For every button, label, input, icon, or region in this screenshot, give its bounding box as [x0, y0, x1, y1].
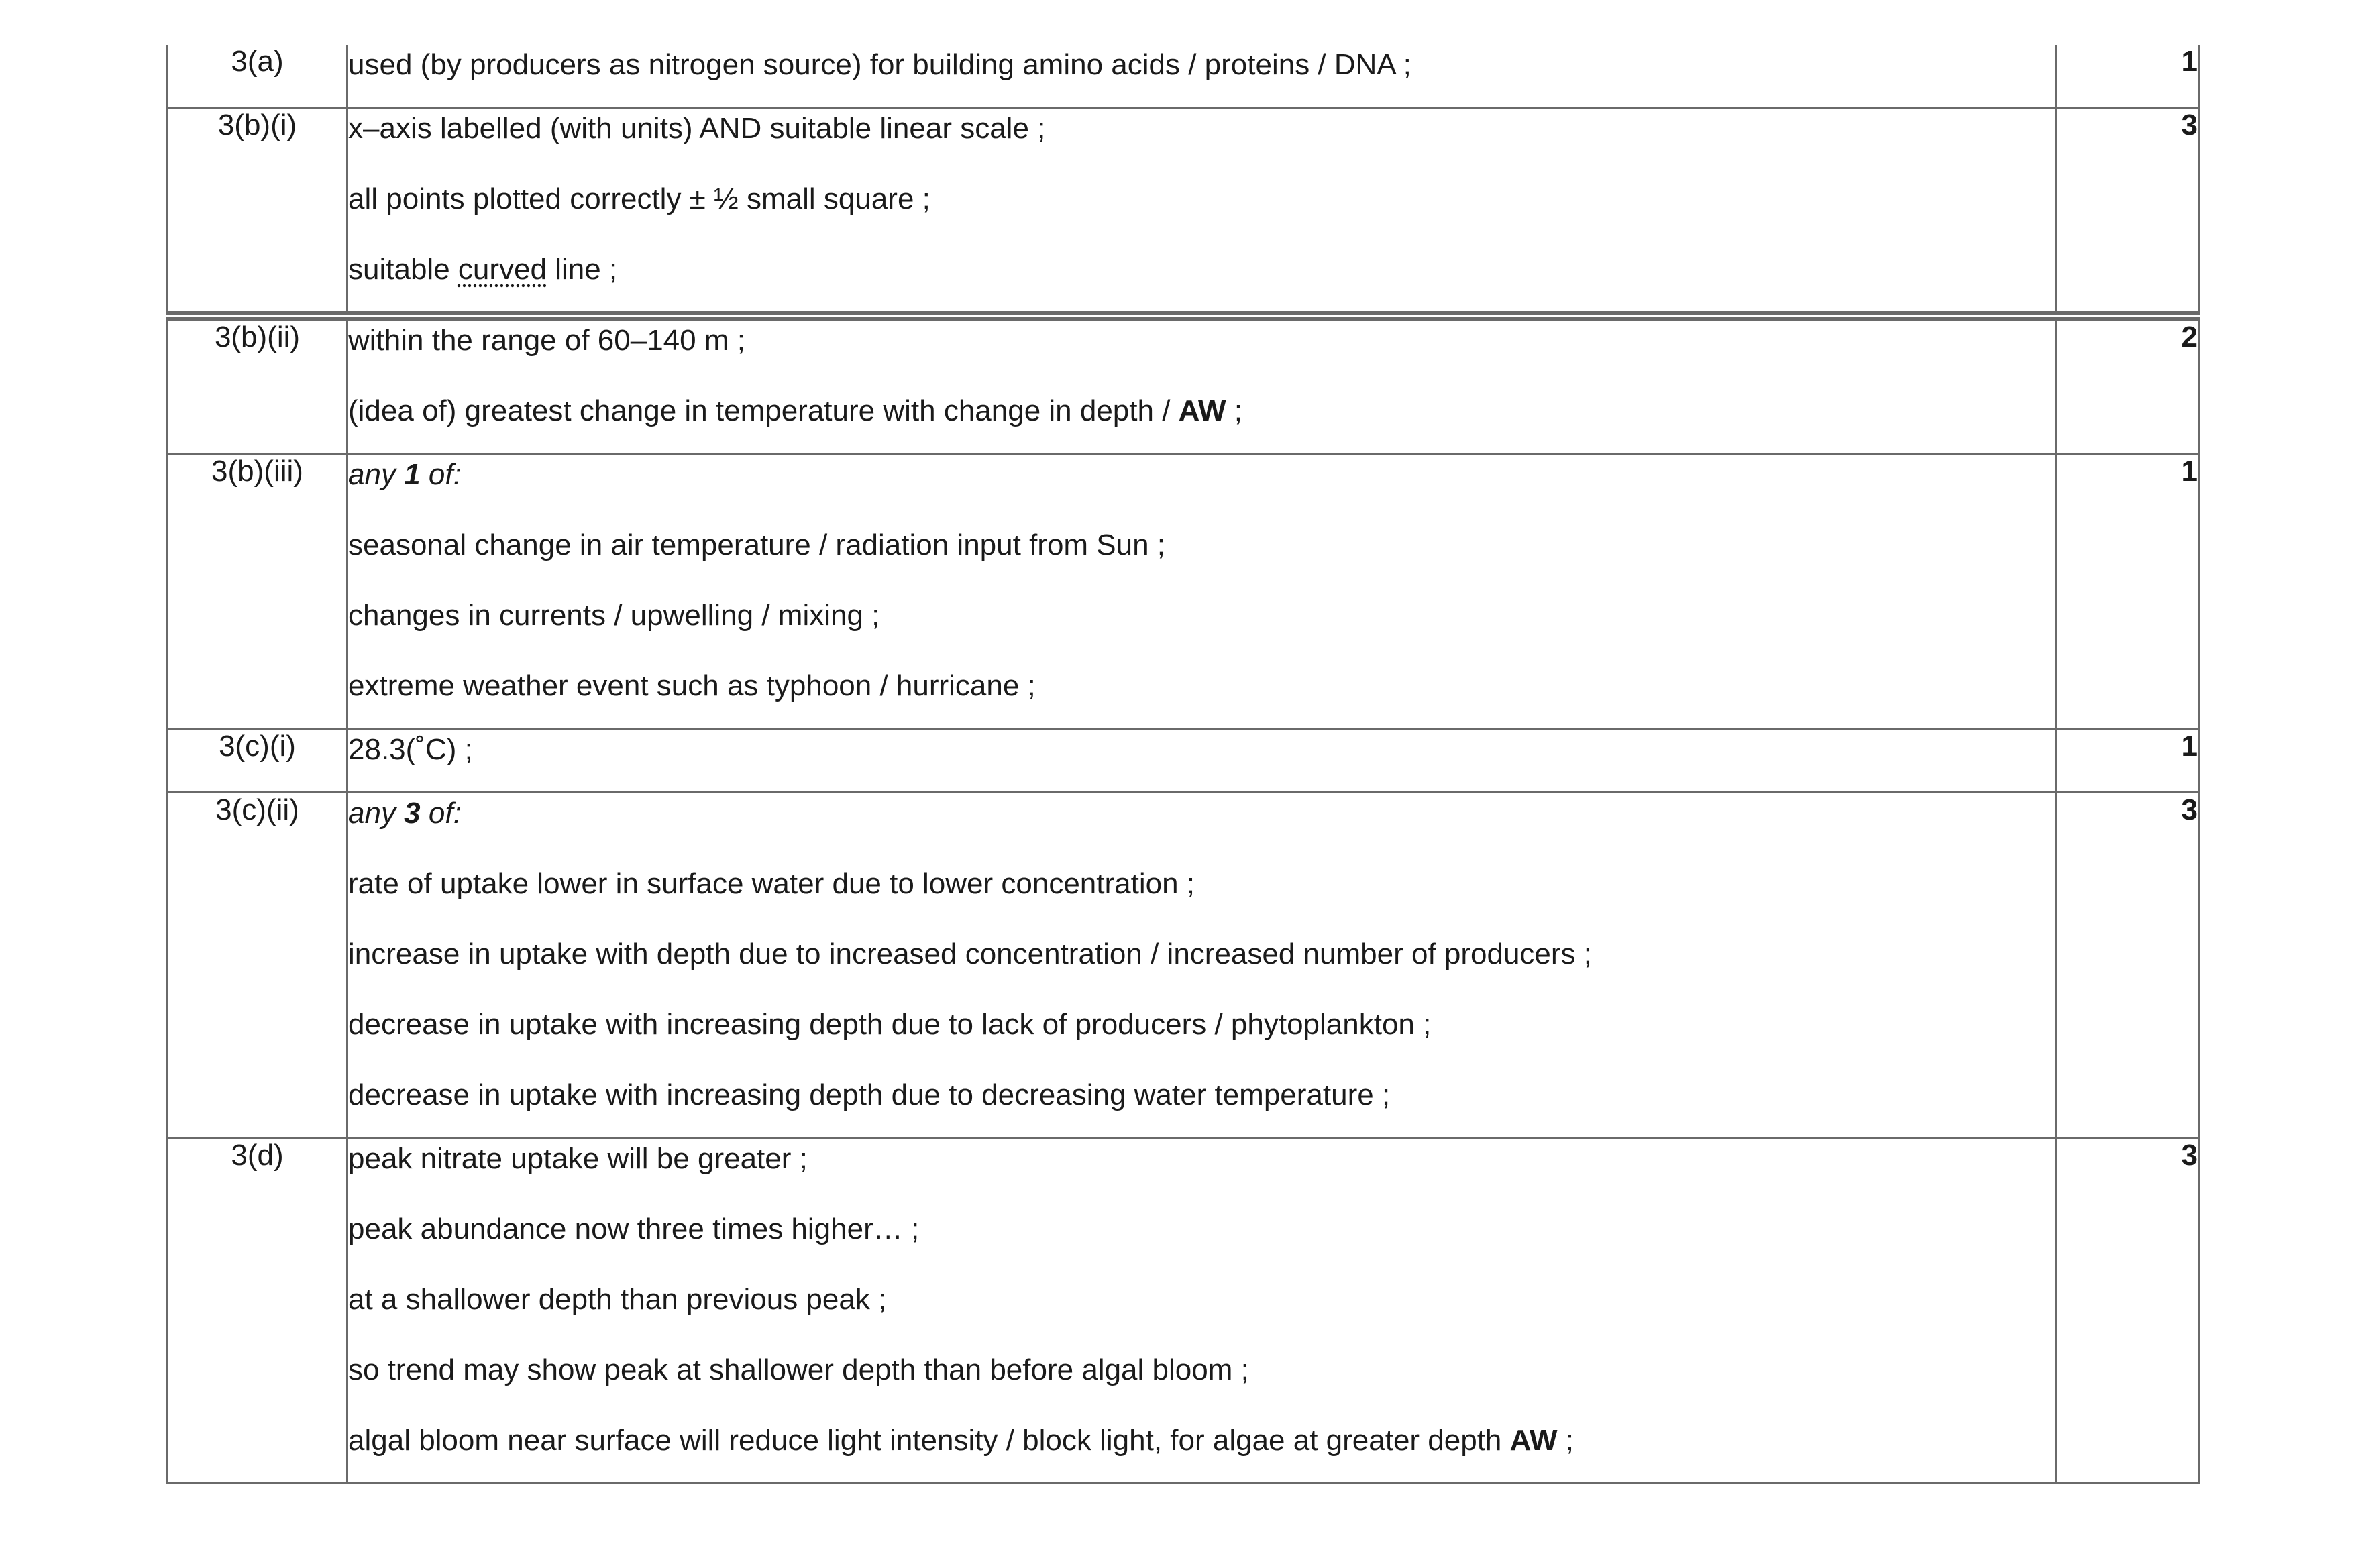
answer-cell — [347, 454, 2057, 729]
text-run: of: — [420, 458, 462, 491]
marks: 3 — [2057, 793, 2199, 1138]
row-3bi — [168, 108, 2199, 317]
answer-line: decrease in uptake with increasing depth due to decreasing water temperature ; — [348, 1078, 1391, 1111]
bold-text: 1 — [404, 458, 421, 491]
marks: 1 — [2057, 45, 2199, 108]
question-number: 3(c)(ii) — [168, 793, 347, 1138]
answer-line — [348, 391, 2055, 453]
question-number: 3(b)(iii) — [168, 454, 347, 729]
answer-line: within the range of 60–140 m ; — [348, 324, 745, 357]
row-3bii — [168, 316, 2199, 454]
answer-line: so trend may show peak at shallower depth than before algal bloom ; — [348, 1353, 1249, 1386]
bold-text: 3 — [404, 797, 421, 830]
text-run: ; — [1557, 1424, 1574, 1457]
row-3d — [168, 1138, 2199, 1483]
answer-line: 28.3(˚C) ; — [348, 733, 473, 766]
text-run: of: — [420, 797, 462, 830]
answer-line: peak nitrate uptake will be greater ; — [348, 1142, 808, 1175]
mark-scheme-table — [166, 45, 2200, 1484]
text-run: line ; — [546, 253, 618, 286]
marks: 2 — [2057, 316, 2199, 454]
answer-cell — [347, 1138, 2057, 1483]
text-run: any — [348, 458, 405, 491]
text-run: any — [348, 797, 405, 830]
bold-text: AW — [1178, 394, 1226, 427]
marks: 3 — [2057, 108, 2199, 317]
row-3cii — [168, 793, 2199, 1138]
answer-line: all points plotted correctly ± ½ small square ; — [348, 182, 930, 215]
answer-line: peak abundance now three times higher… ; — [348, 1213, 920, 1245]
answer-line: changes in currents / upwelling / mixing ; — [348, 599, 880, 632]
marks: 3 — [2057, 1138, 2199, 1483]
answer-line — [348, 249, 2055, 311]
text-run: (idea of) greatest change in temperature with change in depth / — [348, 394, 1179, 427]
row-3a — [168, 45, 2199, 108]
answer-line: x–axis labelled (with units) AND suitable linear scale ; — [348, 112, 1046, 145]
text-run: algal bloom near surface will reduce light intensity / block light, for algae at greater depth — [348, 1424, 1510, 1457]
mark-scheme — [166, 45, 2198, 1484]
row-3biii — [168, 454, 2199, 729]
question-number: 3(c)(i) — [168, 729, 347, 793]
dotted-underline-word: curved — [458, 253, 547, 286]
answer-intro — [348, 793, 2055, 864]
answer-line: rate of uptake lower in surface water due to lower concentration ; — [348, 867, 1195, 900]
answer-line: increase in uptake with depth due to increased concentration / increased number of producers ; — [348, 938, 1592, 970]
answer-line: seasonal change in air temperature / radiation input from Sun ; — [348, 528, 1166, 561]
answer-line: decrease in uptake with increasing depth due to lack of producers / phytoplankton ; — [348, 1008, 1432, 1041]
question-number: 3(a) — [168, 45, 347, 108]
answer-line: extreme weather event such as typhoon / hurricane ; — [348, 669, 1036, 702]
answer-intro — [348, 455, 2055, 525]
bold-text: AW — [1509, 1424, 1558, 1457]
marks: 1 — [2057, 729, 2199, 793]
row-3ci — [168, 729, 2199, 793]
answer-cell — [347, 45, 2057, 108]
answer-cell — [347, 108, 2057, 317]
answer-cell — [347, 729, 2057, 793]
question-number: 3(b)(i) — [168, 108, 347, 317]
question-number: 3(b)(ii) — [168, 316, 347, 454]
answer-line: used (by producers as nitrogen source) for building amino acids / proteins / DNA ; — [348, 48, 1411, 81]
answer-line: at a shallower depth than previous peak ; — [348, 1283, 887, 1316]
answer-cell — [347, 316, 2057, 454]
text-run: ; — [1226, 394, 1242, 427]
marks: 1 — [2057, 454, 2199, 729]
question-number: 3(d) — [168, 1138, 347, 1483]
text-run: suitable — [348, 253, 458, 286]
answer-line — [348, 1420, 2055, 1482]
answer-cell — [347, 793, 2057, 1138]
